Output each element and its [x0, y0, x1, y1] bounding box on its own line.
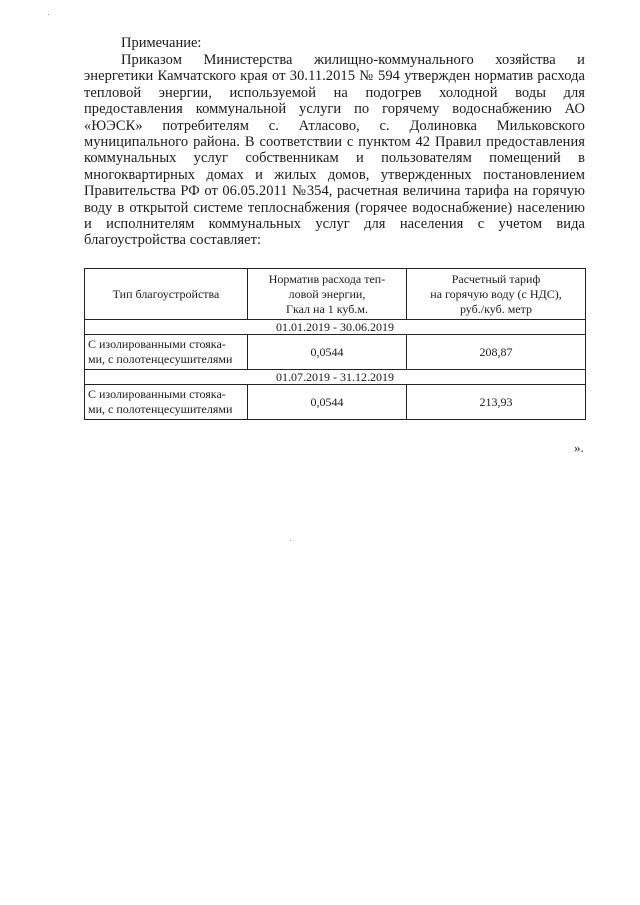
- tariff-value: 208,87: [407, 335, 586, 370]
- header-norm-line1: Норматив расхода теп-: [268, 271, 386, 286]
- header-tariff-line2: на горячую воду (с НДС),: [430, 286, 562, 301]
- header-tariff-line1: Расчетный тариф: [451, 271, 541, 286]
- table-row: [85, 385, 586, 420]
- amenity-type-cell: [85, 335, 248, 370]
- period-label: 01.07.2019 - 31.12.2019: [85, 370, 586, 385]
- table-row: [85, 335, 586, 370]
- period-row: [85, 320, 586, 335]
- header-norm: [248, 269, 407, 320]
- header-norm-line2: ловой энергии,: [288, 286, 366, 301]
- amenity-type-line2: ми, с полотенцесушителями: [88, 402, 233, 416]
- header-type-label: Тип благоустройства: [112, 286, 220, 301]
- amenity-type-line2: ми, с полотенцесушителями: [88, 352, 233, 366]
- norm-value: 0,0544: [248, 335, 407, 370]
- note-paragraph: Приказом Министерства жилищно-коммунального хозяйства и энергетики Камчатского края от 30.11.2015 № 594 утвержден норматив расхода тепловой энергии, используемой на подогрев холодной воды для предоставления коммунальной услуги по горячему водоснабжению АО «ЮЭСК» потребителям с. Атласово, с. Долиновка Мильковского муниципального района. В соответствии с пунктом 42 Правил предоставления коммунальных услуг собственникам и пользователям помещений в многоквартирных домах и жилых домов, утвержденных постановлением Правительства РФ от 06.05.2011 №354, расчетная величина тарифа на горячую воду в открытой системе теплоснабжения (горячее водоснабжение) населению и исполнителям коммунальных услуг для населения с учетом вида благоустройства составляет:: [84, 52, 585, 249]
- header-tariff-line3: руб./куб. метр: [459, 301, 533, 316]
- norm-value: 0,0544: [248, 385, 407, 420]
- note-label: Примечание:: [121, 35, 202, 51]
- tariff-table: [84, 268, 586, 420]
- table-header-row: [85, 269, 586, 320]
- amenity-type-line1: С изолированными стояка-: [88, 337, 226, 351]
- header-type: [85, 269, 248, 320]
- period-label: 01.01.2019 - 30.06.2019: [85, 320, 586, 335]
- header-norm-line3: Гкал на 1 куб.м.: [286, 301, 368, 316]
- header-tariff: [407, 269, 586, 320]
- amenity-type-cell: [85, 385, 248, 420]
- tariff-value: 213,93: [407, 385, 586, 420]
- closing-quote-mark: ».: [574, 440, 584, 455]
- period-row: [85, 370, 586, 385]
- amenity-type-line1: С изолированными стояка-: [88, 387, 226, 401]
- scan-speck: [290, 540, 291, 541]
- scan-speck: [48, 14, 49, 15]
